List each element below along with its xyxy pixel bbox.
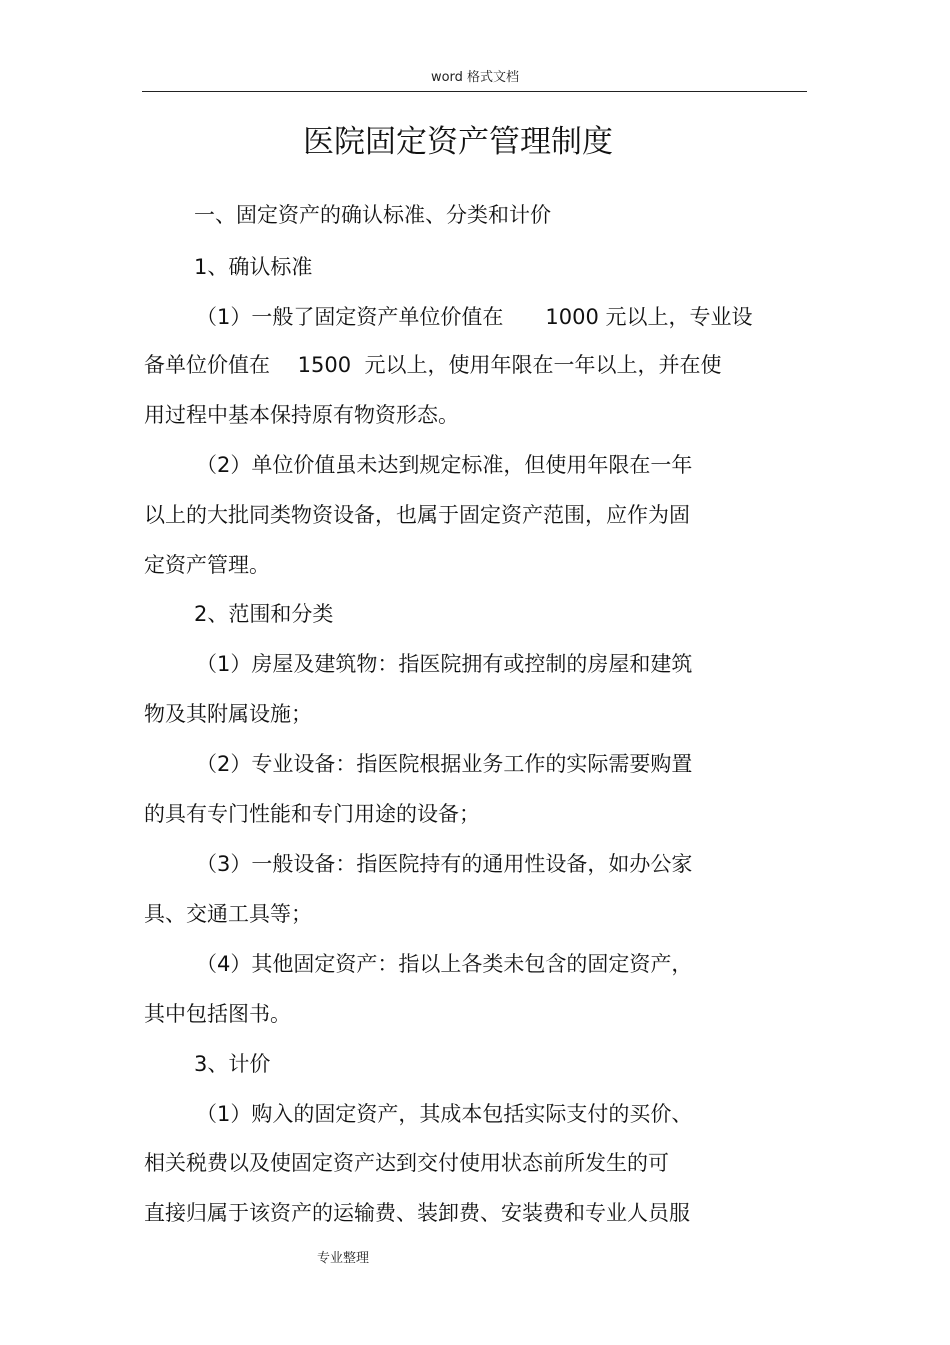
header-rule — [142, 91, 807, 92]
paragraph-line: 其中包括图书。 — [144, 1002, 291, 1026]
paragraph-line: 用过程中基本保持原有物资形态。 — [144, 403, 459, 427]
paragraph-line: 直接归属于该资产的运输费、装卸费、安装费和专业人员服 — [144, 1201, 690, 1225]
paragraph-line: 物及其附属设施； — [144, 702, 312, 726]
paragraph-line: 相关税费以及使固定资产达到交付使用状态前所发生的可 — [144, 1151, 669, 1175]
paragraph-line: （1）房屋及建筑物：指医院拥有或控制的房屋和建筑 — [196, 652, 693, 676]
paragraph-line: 具、交通工具等； — [144, 902, 312, 926]
section-heading-1: 一、固定资产的确认标准、分类和计价 — [194, 203, 551, 227]
paragraph-line: 定资产管理。 — [144, 553, 270, 577]
page-footer: 专业整理 — [317, 1251, 370, 1266]
document-title: 医院固定资产管理制度 — [303, 124, 613, 160]
subsection-heading-1: 1、确认标准 — [194, 255, 313, 279]
paragraph-line: （1）一般了固定资产单位价值在 1000 元以上，专业设 — [196, 305, 753, 329]
paragraph-line: （2）单位价值虽未达到规定标准，但使用年限在一年 — [196, 453, 693, 477]
paragraph-line: （1）购入的固定资产，其成本包括实际支付的买价、 — [196, 1102, 693, 1126]
paragraph-line: 的具有专门性能和专门用途的设备； — [144, 802, 480, 826]
paragraph-line: （3）一般设备：指医院持有的通用性设备，如办公家 — [196, 852, 693, 876]
subsection-heading-3: 3、计价 — [194, 1052, 271, 1076]
subsection-heading-2: 2、范围和分类 — [194, 602, 334, 626]
page-header: word 格式文档 — [430, 70, 520, 85]
paragraph-line: （4）其他固定资产：指以上各类未包含的固定资产， — [196, 952, 693, 976]
paragraph-line: 以上的大批同类物资设备，也属于固定资产范围，应作为固 — [144, 503, 690, 527]
paragraph-line: 备单位价值在 1500 元以上，使用年限在一年以上，并在使 — [144, 353, 722, 377]
paragraph-line: （2）专业设备：指医院根据业务工作的实际需要购置 — [196, 752, 693, 776]
